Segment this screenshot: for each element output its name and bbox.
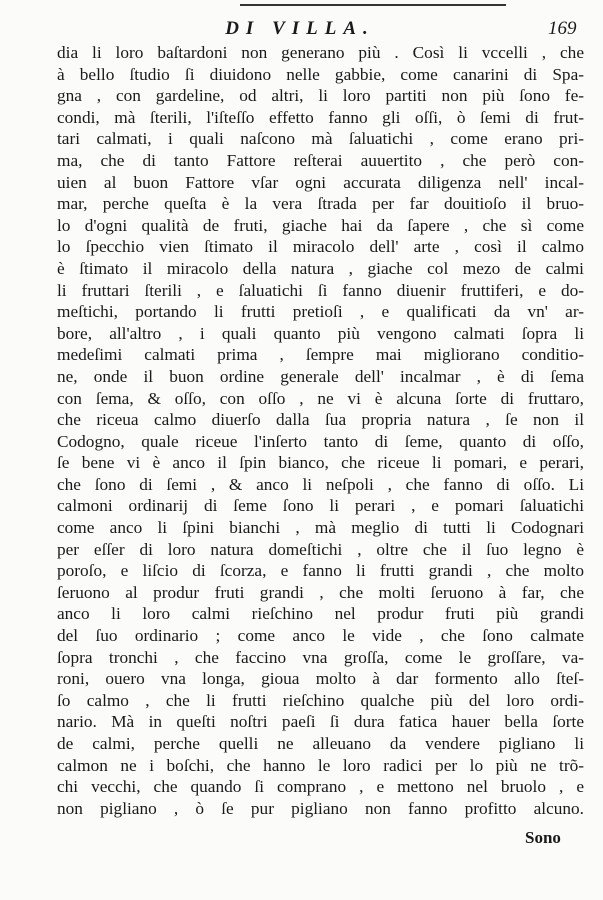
text-line: ma, che di tanto Fattore reſterai auuertito , che però con- <box>57 150 584 170</box>
text-line: ſeruono al produr fruti grandi , che molti ſeruono à far, che <box>57 582 584 602</box>
text-line: de calmi, perche quelli ne alleuano da vendere pigliano li <box>57 734 584 753</box>
text-line: ne, onde il buon ordine generale dell' incalmar , è di ſema <box>57 366 584 386</box>
text-line: à bello ſtudio ſi diuidono nelle gabbie, come canarini di Spa- <box>57 64 584 84</box>
running-title: DI VILLA. <box>225 18 375 39</box>
text-line: ſopra tronchi , che faccino vna groſſa, come le groſſare, va- <box>57 647 584 667</box>
text-line: roni, ouero vna longa, gioua molto à dar formento allo ſteſ- <box>57 669 584 689</box>
text-line: ſo calmo , che li frutti rieſchino qualche più del loro ordi- <box>57 690 584 710</box>
text-line: è ſtimato il miracolo della natura , giache col mezo de calmi <box>57 258 584 278</box>
text-line: che riceua calmo diuerſo dalla ſua propria natura , ſe non il <box>57 410 584 430</box>
text-line: meſtichi, portando li frutti pretioſi , e qualificati da vn' ar- <box>57 302 584 322</box>
text-line: per eſſer di loro natura domeſtichi , oltre che il ſuo legno è <box>57 539 584 559</box>
text-line: dia li loro baſtardoni non generano più . Così li vccelli , che <box>57 43 584 62</box>
text-line: non pigliano , ò ſe pur pigliano non fanno profitto alcuno. <box>57 798 584 818</box>
text-line: condi, mà ſterili, l'iſteſſo effetto fanno gli oſſi, ò ſemi di frut- <box>57 107 584 127</box>
text-line: calmoni ordinarij di ſeme ſono li perari , e pomari ſaluatichi <box>57 496 584 516</box>
text-line: tari calmati, i quali naſcono mà ſaluatichi , come erano pri- <box>57 129 584 149</box>
text-line: del ſuo ordinario ; come anco le vide , che ſono calmate <box>57 626 584 646</box>
body-text <box>57 42 584 819</box>
catchword: Sono <box>525 828 561 847</box>
text-line: lo d'ogni qualità de fruti, giache hai da ſapere , che sì come <box>57 215 584 235</box>
text-line: lo ſpecchio vien ſtimato il miracolo dell' arte , così il calmo <box>57 237 584 257</box>
text-line: uien al buon Fattore vſar ogni accurata diligenza nell' incal- <box>57 172 584 192</box>
text-line: ſe bene vi è anco il ſpin bianco, che riceue li pomari, e perari, <box>57 453 584 473</box>
text-line: come anco li ſpini bianchi , mà meglio di tutti li Codognari <box>57 518 584 538</box>
text-line: con ſema, & oſſo, con oſſo , ne vi è alcuna ſorte di fruttaro, <box>57 388 584 408</box>
text-line: che ſono di ſemi , & anco li neſpoli , che fanno di oſſo. Li <box>57 474 584 494</box>
text-line: nario. Mà in queſti noſtri paeſi ſi dura fatica hauer bella ſorte <box>57 712 584 732</box>
text-line: medeſimi calmati prima , ſempre mai migliorano conditio- <box>57 345 584 365</box>
text-line: calmon ne i boſchi, che hanno le loro radici per lo più ne trõ- <box>57 755 584 775</box>
text-line: bore, all'altro , i quali quanto più vengono calmati ſopra li <box>57 323 584 343</box>
text-line: Codogno, quale riceue l'inſerto tanto di ſeme, quanto di oſſo, <box>57 431 584 451</box>
text-line: gna , con gardeline, od altri, li loro partiti non più ſono fe- <box>57 86 584 106</box>
text-line: chi vecchi, che quando ſi comprano , e mettono nel bruolo , e <box>57 777 584 797</box>
page-number: 169 <box>548 18 577 39</box>
text-line: anco li loro calmi rieſchino nel produr fruti più grandi <box>57 604 584 624</box>
text-line: poroſo, e liſcio di ſcorza, e fanno li frutti grandi , che molto <box>57 561 584 581</box>
top-rule <box>240 4 506 6</box>
text-line: li fruttari ſterili , e ſaluatichi ſi fanno diuenir fruttiferi, e do- <box>57 280 584 300</box>
text-line: mar, perche queſta è la vera ſtrada per far douitioſo il bruo- <box>57 194 584 214</box>
